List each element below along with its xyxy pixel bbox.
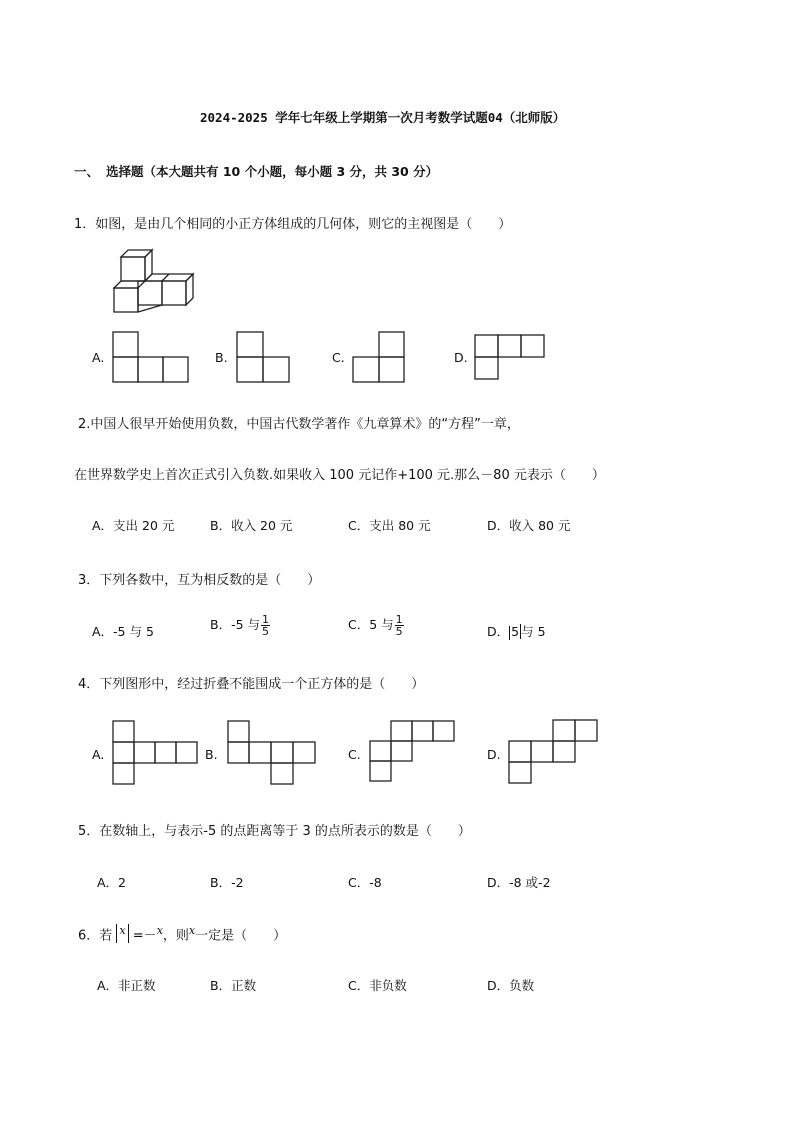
q3-option-d-abs-value: 5 [511,624,520,639]
q6-stem-mid: =－ [132,928,157,944]
q6-option-c: C．非负数 [348,978,407,993]
q3-option-d-label: D． [487,624,510,639]
q1-option-c-figure [352,331,408,383]
q1-option-c-label: C. [332,350,345,365]
section-heading: 选择题（本大题共有 10 个小题，每小题 3 分，共 30 分） [106,164,439,179]
q3-option-b-fraction [261,614,270,637]
question-1-stem: 1．如图，是由几个相同的小正方体组成的几何体，则它的主视图是（ ） [74,217,512,232]
q3-option-c [348,614,404,637]
q3-option-c-text: C．5 与 [348,617,394,632]
question-2-stem-line2: 在世界数学史上首次正式引入负数.如果收入 100 元记作+100 元.那么－80 元表示（ ） [74,468,605,483]
q3-option-c-fraction [395,614,404,637]
q2-option-b: B．收入 20 元 [210,518,293,533]
absolute-bar-left [509,626,510,640]
q4-option-c-net [369,720,457,784]
q1-option-b-figure [236,331,292,383]
q5-option-c: C．-8 [348,875,382,890]
question-4-stem: 4．下列图形中，经过折叠不能围成一个正方体的是（ ） [78,677,425,692]
q2-option-a: A．支出 20 元 [92,518,175,533]
q4-option-b-label: B. [205,747,218,762]
fraction-denominator: 5 [262,625,270,638]
page-title: 2024-2025 学年七年级上学期第一次月考数学试题04（北师版） [200,110,566,125]
q6-stem-prefix: 6．若 [78,928,113,944]
q3-option-d-suffix: 与 5 [521,624,546,639]
q1-option-b-label: B. [215,350,228,365]
q4-option-d-label: D. [487,747,501,762]
q6-abs-expression [116,924,128,943]
q6-var-x-3: x [188,924,196,937]
q4-option-a-net [112,720,198,786]
fraction-numerator: 1 [395,613,403,626]
q3-option-d [487,622,546,640]
question-2-stem-line1: 2.中国人很早开始使用负数，中国古代数学著作《九章算术》的“方程”一章， [78,417,520,432]
question-5-stem: 5．在数轴上，与表示-5 的点距离等于 3 的点所表示的数是（ ） [78,824,471,839]
q6-option-d: D．负数 [487,978,535,993]
q1-option-d-figure [474,334,548,382]
q4-option-d-net [508,719,600,785]
fraction-numerator: 1 [262,613,270,626]
q4-option-c-label: C. [348,747,361,762]
q2-option-c: C．支出 80 元 [348,518,431,533]
q5-option-a: A．2 [97,875,127,890]
fraction-denominator: 5 [395,625,403,638]
q6-var-x-2: x [156,924,163,937]
q6-option-b: B．正数 [210,978,257,993]
q1-option-a-label: A. [92,350,105,365]
q6-option-a: A．非正数 [97,978,156,993]
q6-stem-mid2: ，则 [162,928,189,944]
question-6-stem [78,924,286,943]
q3-option-a: A．-5 与 5 [92,624,154,639]
q3-option-b-text: B．-5 与 [210,617,261,632]
q6-stem-suffix: 一定是（ ） [195,928,287,944]
q5-option-b: B．-2 [210,875,244,890]
q3-option-b [210,614,270,637]
q4-option-b-net [227,720,317,786]
q1-option-a-figure [112,331,190,383]
q4-option-a-label: A. [92,747,105,762]
q6-var-x: x [119,924,126,937]
q2-option-d: D．收入 80 元 [487,518,571,533]
q1-option-d-label: D. [454,350,468,365]
question-3-stem: 3．下列各数中，互为相反数的是（ ） [78,573,321,588]
section-number: 一、 [74,164,100,179]
q5-option-d: D．-8 或-2 [487,875,551,890]
q1-solid-figure [112,250,202,314]
